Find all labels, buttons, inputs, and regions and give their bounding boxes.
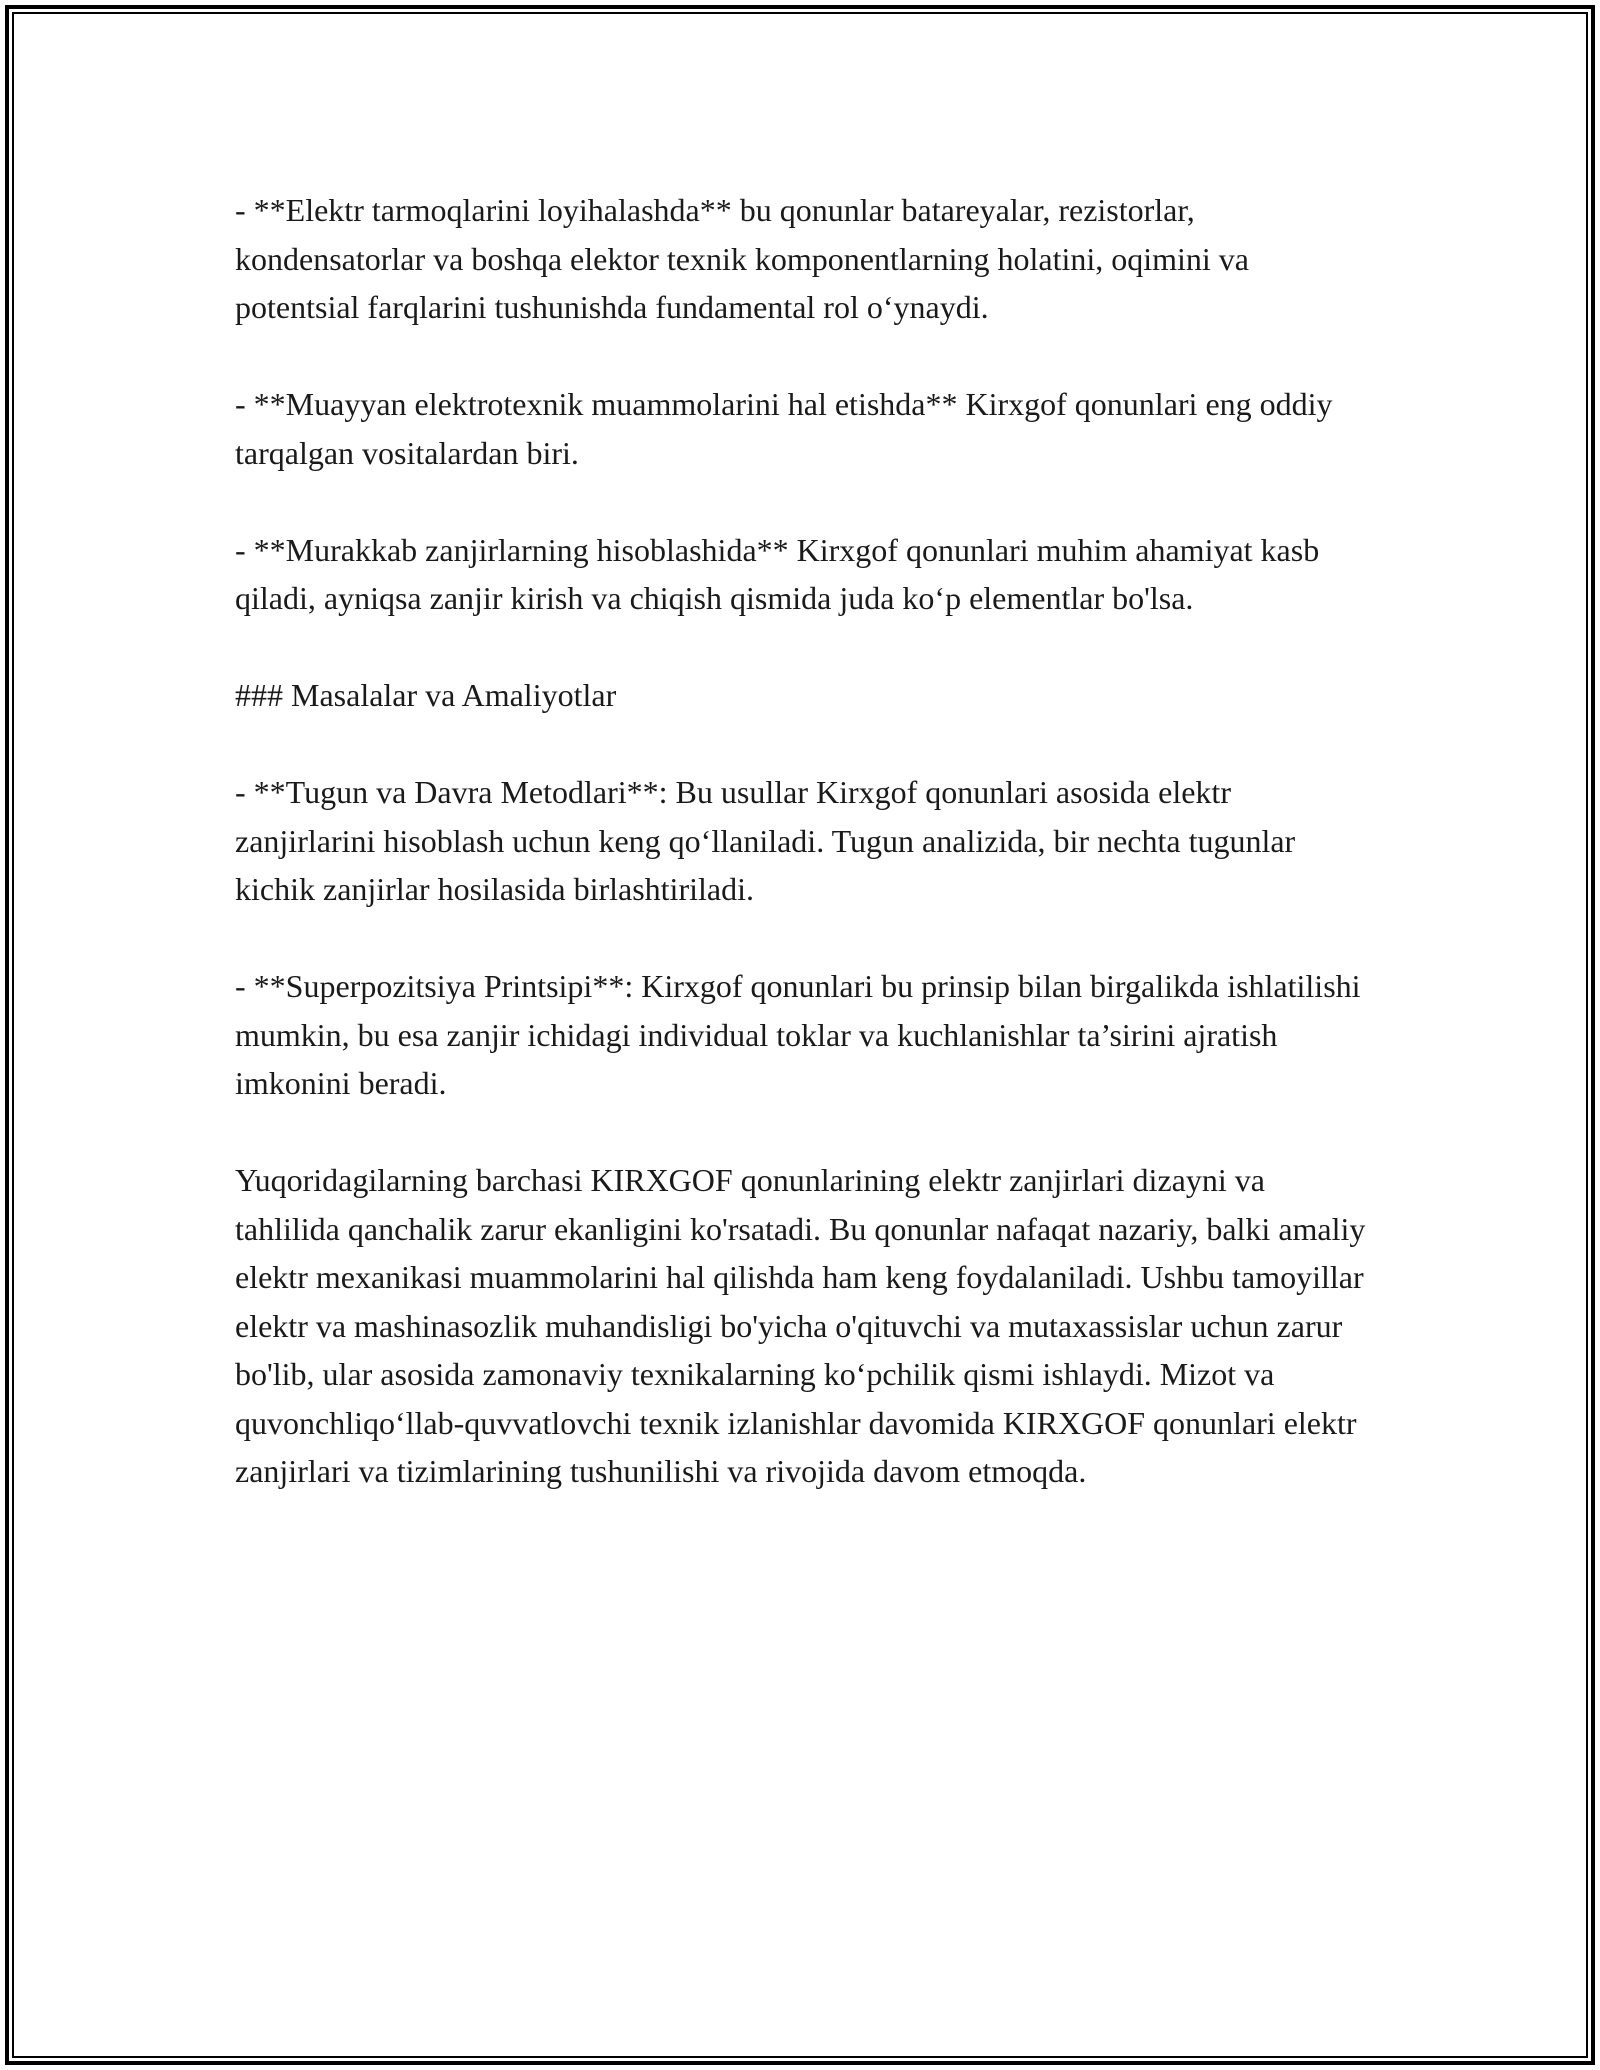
paragraph-muayyan-muammolar: - **Muayyan elektrotexnik muammolarini hal etishda** Kirxgof qonunlari eng oddiy tarqalgan vositalardan biri. xyxy=(235,386,1333,471)
paragraph-conclusion: Yuqoridagilarning barchasi KIRXGOF qonunlarining elektr zanjirlari dizayni va tahlilida qanchalik zarur ekanligini ko'rsatadi. Bu qonunlar nafaqat nazariy, balki amaliy elektr mexanikasi muammolarini hal qilishda ham keng foydalaniladi. Ushbu tamoyillar elektr va mashinasozlik muhandisligi bo'yicha o'qituvchi va mutaxassislar uchun zarur bo'lib, ular asosida zamonaviy texnikalarning ko‘pchilik qismi ishlaydi. Mizot va quvonchliqo‘llab-quvvatlovchi texnik izlanishlar davomida KIRXGOF qonunlari elektr zanjirlari va tizimlarining tushunilishi va rivojida davom etmoqda. xyxy=(235,1162,1366,1489)
document-body xyxy=(235,186,1375,1496)
paragraph-elektr-tarmoqlari: - **Elektr tarmoqlarini loyihalashda** bu qonunlar batareyalar, rezistorlar, kondensatorlar va boshqa elektor texnik komponentlarning holatini, oqimini va potentsial farqlarini tushunishda fundamental rol o‘ynaydi. xyxy=(235,192,1249,325)
paragraph-tugun-davra: - **Tugun va Davra Metodlari**: Bu usullar Kirxgof qonunlari asosida elektr zanjirlarini hisoblash uchun keng qo‘llaniladi. Tugun analizida, bir nechta tugunlar kichik zanjirlar hosilasida birlashtiriladi. xyxy=(235,774,1296,907)
paragraph-murakkab-zanjirlar: - **Murakkab zanjirlarning hisoblashida** Kirxgof qonunlari muhim ahamiyat kasb qiladi, ayniqsa zanjir kirish va chiqish qismida juda ko‘p elementlar bo'lsa. xyxy=(235,531,1320,616)
paragraph-superpozitsiya: - **Superpozitsiya Printsipi**: Kirxgof qonunlari bu prinsip bilan birgalikda ishlatilishi mumkin, bu esa zanjir ichidagi individual toklar va kuchlanishlar ta’sirini ajratish imkonini beradi. xyxy=(235,968,1361,1101)
section-heading-masalalar: ### Masalalar va Amaliyotlar xyxy=(235,677,617,713)
